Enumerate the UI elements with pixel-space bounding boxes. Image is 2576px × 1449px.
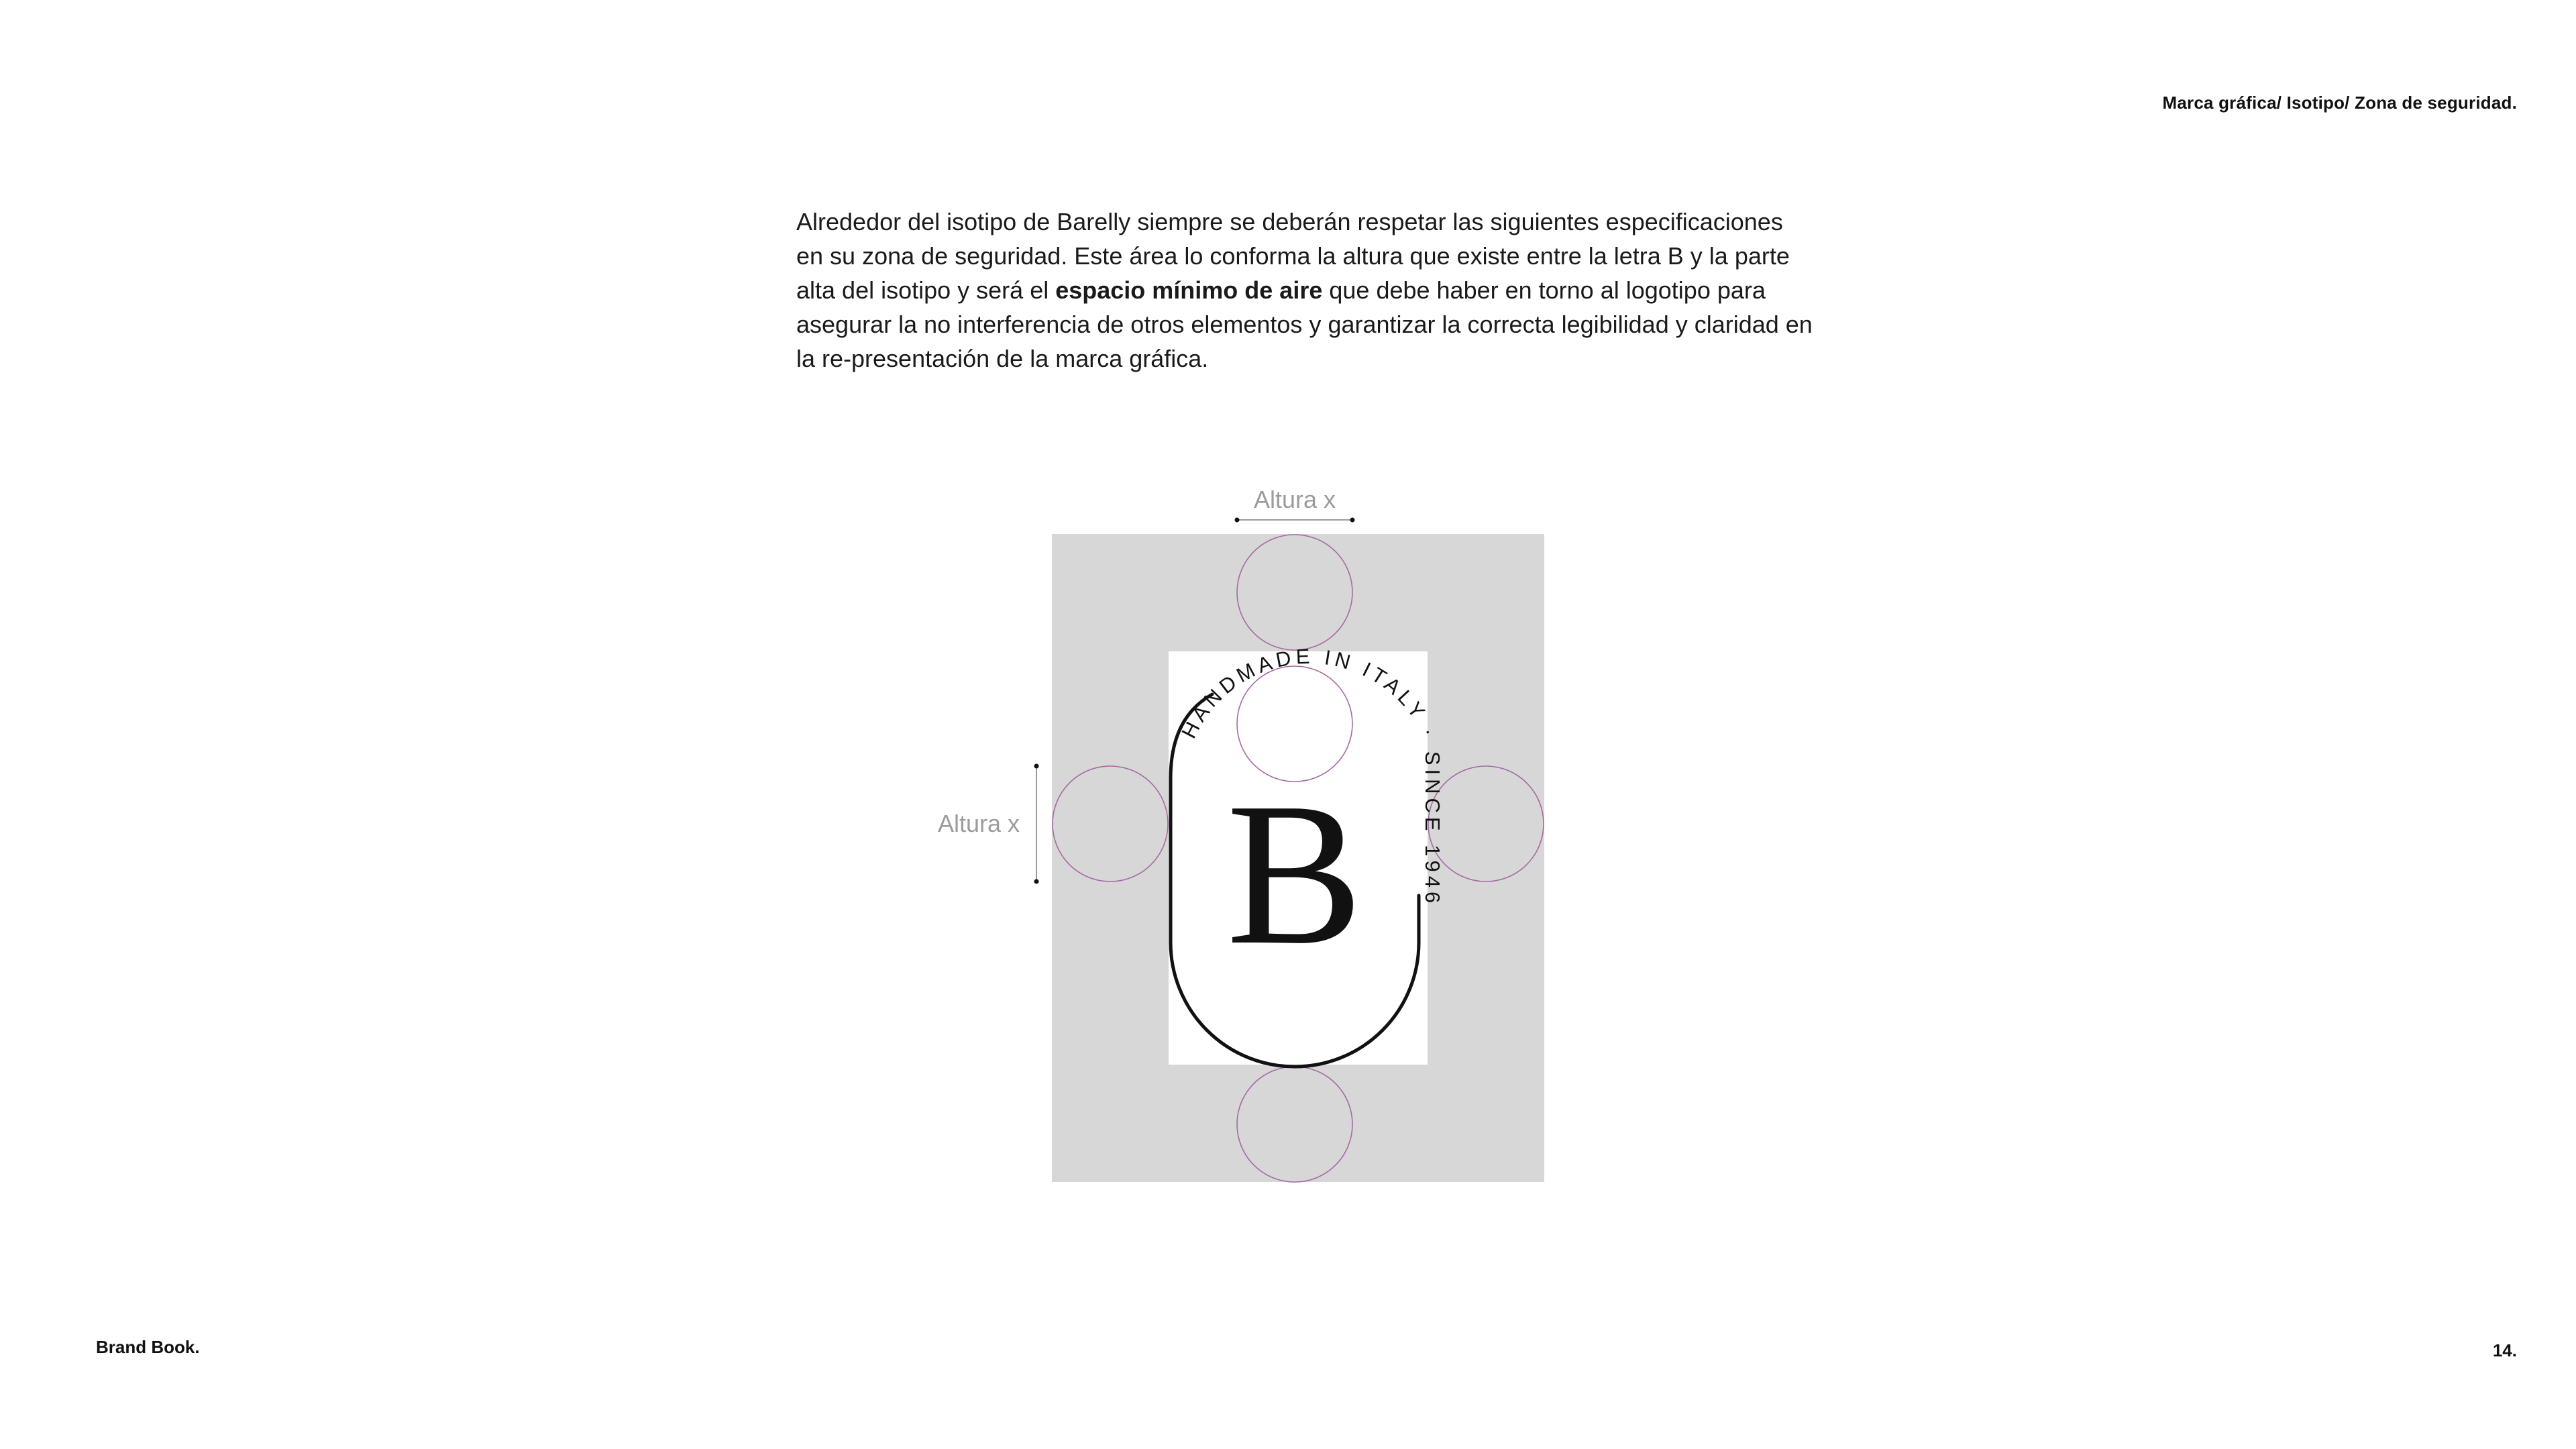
top-dimension-dot-right xyxy=(1350,518,1355,523)
intro-emphasis: espacio mínimo de aire xyxy=(1055,276,1323,304)
left-dimension-dot-bottom xyxy=(1034,879,1039,884)
intro-text-end: que debe haber en torno al logotipo para asegurar la no interferencia de otros elementos y garantizar la correcta legibilidad y claridad en la re-presentación de la marca gráfica. xyxy=(796,276,1813,372)
breadcrumb: Marca gráfica/ Isotipo/ Zona de seguridad. xyxy=(2162,93,2517,113)
top-dimension-label: Altura x xyxy=(1253,486,1336,513)
left-dimension-dot-top xyxy=(1034,764,1039,769)
left-dimension-label: Altura x xyxy=(937,810,1020,837)
top-dimension-dot-left xyxy=(1235,518,1240,523)
footer-document-name: Brand Book. xyxy=(96,1337,200,1357)
logo-arc-text: HANDMADE IN ITALY · SINCE 1946 xyxy=(1177,644,1444,908)
intro-text-start: Alrededor del isotipo de Barelly siempre se deberán respetar las siguientes especificaciones en su zona de seguridad. Este área lo conforma la altura que existe entre la letra B y la parte alta del isotipo y será el xyxy=(796,208,1790,304)
logo-monogram: B xyxy=(1226,760,1363,987)
footer-page-number: 14. xyxy=(2492,1340,2517,1360)
